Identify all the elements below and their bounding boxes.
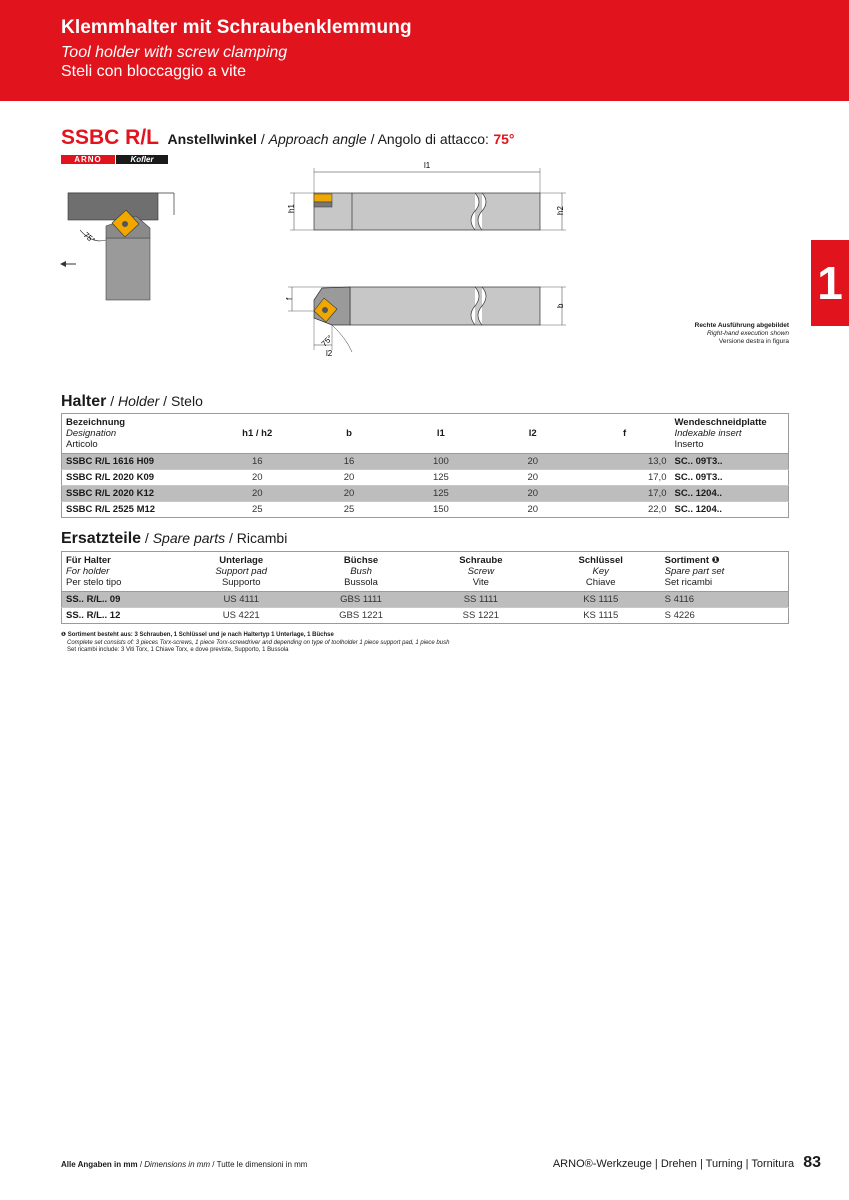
col-key: Schlüssel Key Chiave [541, 552, 661, 592]
col-holder: Für Halter For holder Per stelo tipo [62, 552, 182, 592]
product-code: SSBC R/L [61, 126, 160, 149]
angle-label-en: Approach angle [268, 131, 367, 147]
side-view [287, 161, 566, 230]
col-l1: l1 [395, 414, 487, 454]
col-b: b [303, 414, 395, 454]
technical-drawing [0, 160, 620, 365]
header-title-it: Steli con bloccaggio a vite [61, 63, 246, 80]
dim-h1-label: h1 [287, 204, 296, 213]
angle-value: 75° [493, 131, 515, 147]
section-tab: 1 [811, 240, 849, 326]
footnote-marker-icon: ❶ [61, 632, 67, 638]
col-l2: l2 [487, 414, 579, 454]
col-support-pad: Unterlage Support pad Supporto [181, 552, 301, 592]
table-row: SS.. R/L.. 12 US 4221 GBS 1221 SS 1221 KS 1115 S 4226 [62, 608, 789, 624]
angle-label-left: 75° [81, 230, 97, 246]
top-view [285, 287, 566, 358]
dim-l1-label: l1 [424, 161, 431, 170]
col-h1-h2: h1 / h2 [211, 414, 303, 454]
table-row: SS.. R/L.. 09 US 4111 GBS 1111 SS 1111 KS 1115 S 4116 [62, 592, 789, 608]
col-insert: Wendeschneidplatte Indexable insert Inserto [670, 414, 788, 454]
spare-parts-table [61, 551, 789, 624]
dim-f-label: f [285, 297, 294, 300]
table-row: SSBC R/L 2020 K12 20 20 125 20 17,0 SC.. 1204.. [62, 486, 789, 502]
page-number: 83 [803, 1154, 821, 1171]
page-header [0, 0, 849, 101]
footnote: ❶ Sortiment besteht aus: 3 Schrauben, 1 Schlüssel und je nach Haltertyp 1 Unterlage, 1 Büchse Complete set consists of: 3 pieces Torx-screws, 1 piece Torx-screwdriver and depending on type of toolholder 1 piece support pad, 1 piece bush Set ricambi include: 3 Viti Torx, 1 Chiave Torx, e dove previste, Supporto, 1 Bussola [61, 632, 450, 653]
col-designation: Bezeichnung Designation Articolo [62, 414, 212, 454]
holder-table-header [62, 414, 789, 454]
footnote-marker-icon: ❶ [711, 555, 720, 566]
table-row: SSBC R/L 2525 M12 25 25 150 20 22,0 SC.. 1204.. [62, 502, 789, 518]
angle-label-it: Angolo di attacco: [377, 131, 489, 147]
operation-view [60, 193, 174, 300]
table-row: SSBC R/L 1616 H09 16 16 100 20 13,0 SC.. 09T3.. [62, 454, 789, 470]
dim-b-label: b [556, 303, 565, 308]
table-row: SSBC R/L 2020 K09 20 20 125 20 17,0 SC.. 09T3.. [62, 470, 789, 486]
footer-brand: ARNO®-Werkzeuge | Drehen | Turning | Tornitura 83 [552, 1154, 821, 1171]
spare-table-header [62, 552, 789, 592]
execution-note: Rechte Ausführung abgebildet Right-hand execution shown Versione destra in figura [694, 322, 789, 345]
holder-table [61, 413, 789, 518]
col-bush: Büchse Bush Bussola [301, 552, 421, 592]
dim-l2-label: l2 [326, 349, 333, 358]
brand-kofler-logo: Kofler [116, 155, 168, 164]
header-title-de: Klemmhalter mit Schraubenklemmung [61, 17, 412, 38]
col-screw: Schraube Screw Vite [421, 552, 541, 592]
holder-section-title: Halter / Holder / Stelo [61, 393, 203, 410]
brand-arno-logo: ARNO [61, 155, 115, 164]
header-title-en: Tool holder with screw clamping [61, 44, 288, 61]
spare-section-title: Ersatzteile / Spare parts / Ricambi [61, 530, 288, 547]
col-f: f [579, 414, 671, 454]
footer-dimensions-note: Alle Angaben in mm / Dimensions in mm / Tutte le dimensioni in mm [61, 1160, 308, 1169]
product-title: SSBC R/L Anstellwinkel / Approach angle / Angolo di attacco: 75° [61, 126, 515, 149]
angle-label-de: Anstellwinkel [167, 131, 257, 147]
angle-label-top: 75° [319, 333, 335, 349]
dim-h2-label: h2 [556, 206, 565, 215]
col-spare-set: Sortiment ❶ Spare part set Set ricambi [661, 552, 789, 592]
